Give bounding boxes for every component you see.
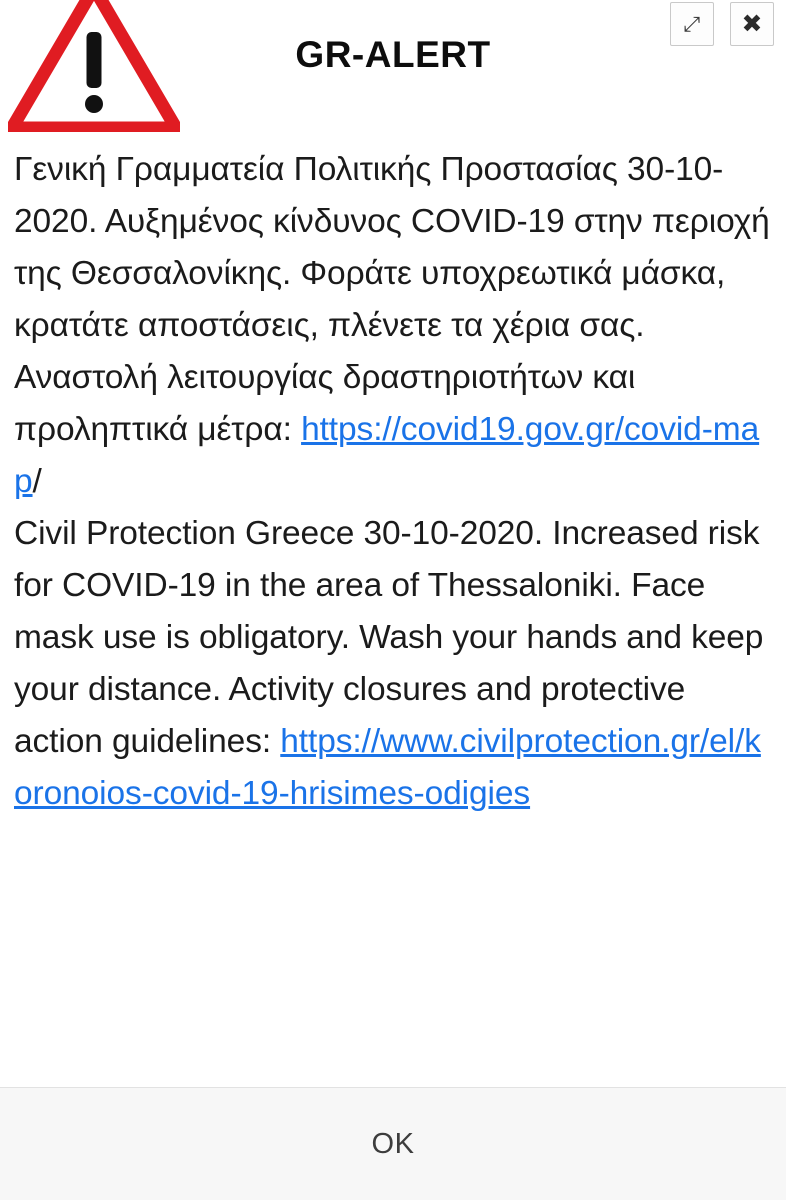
greek-text-after-link: / — [32, 463, 42, 500]
dialog-footer — [0, 1087, 786, 1200]
close-icon[interactable]: ✖ — [730, 2, 774, 46]
alert-message-greek — [14, 144, 772, 508]
alert-message-english — [14, 508, 772, 820]
window-controls — [670, 2, 774, 46]
covid-map-link[interactable]: https://covid19.gov.gr/covid-map — [14, 411, 760, 500]
english-text-before-link: Civil Protection Greece 30-10-2020. Increased risk for COVID-19 in the area of Thessaloniki. Face mask use is obligatory. Wash your hands and keep your distance. Activity closures and protective action guidelines: — [14, 515, 764, 760]
dialog-header — [0, 0, 786, 138]
dialog-body — [0, 138, 786, 1087]
greek-text-before-link: Γενική Γραμματεία Πολιτικής Προστασίας 30-10-2020. Αυξημένος κίνδυνος COVID-19 στην περιοχή της Θεσσαλονίκης. Φοράτε υποχρεωτικά μάσκα, κρατάτε αποστάσεις, πλένετε τα χέρια σας. Αναστολή λειτουργίας δραστηριοτήτων και προληπτικά μέτρα: — [14, 151, 770, 448]
page-title: GR-ALERT — [295, 34, 491, 75]
civilprotection-link[interactable]: https://www.civilprotection.gr/el/koronoios-covid-19-hrisimes-odigies — [14, 723, 761, 812]
ok-button[interactable]: OK — [365, 1127, 420, 1162]
expand-button[interactable]: ⤢ — [670, 2, 714, 46]
